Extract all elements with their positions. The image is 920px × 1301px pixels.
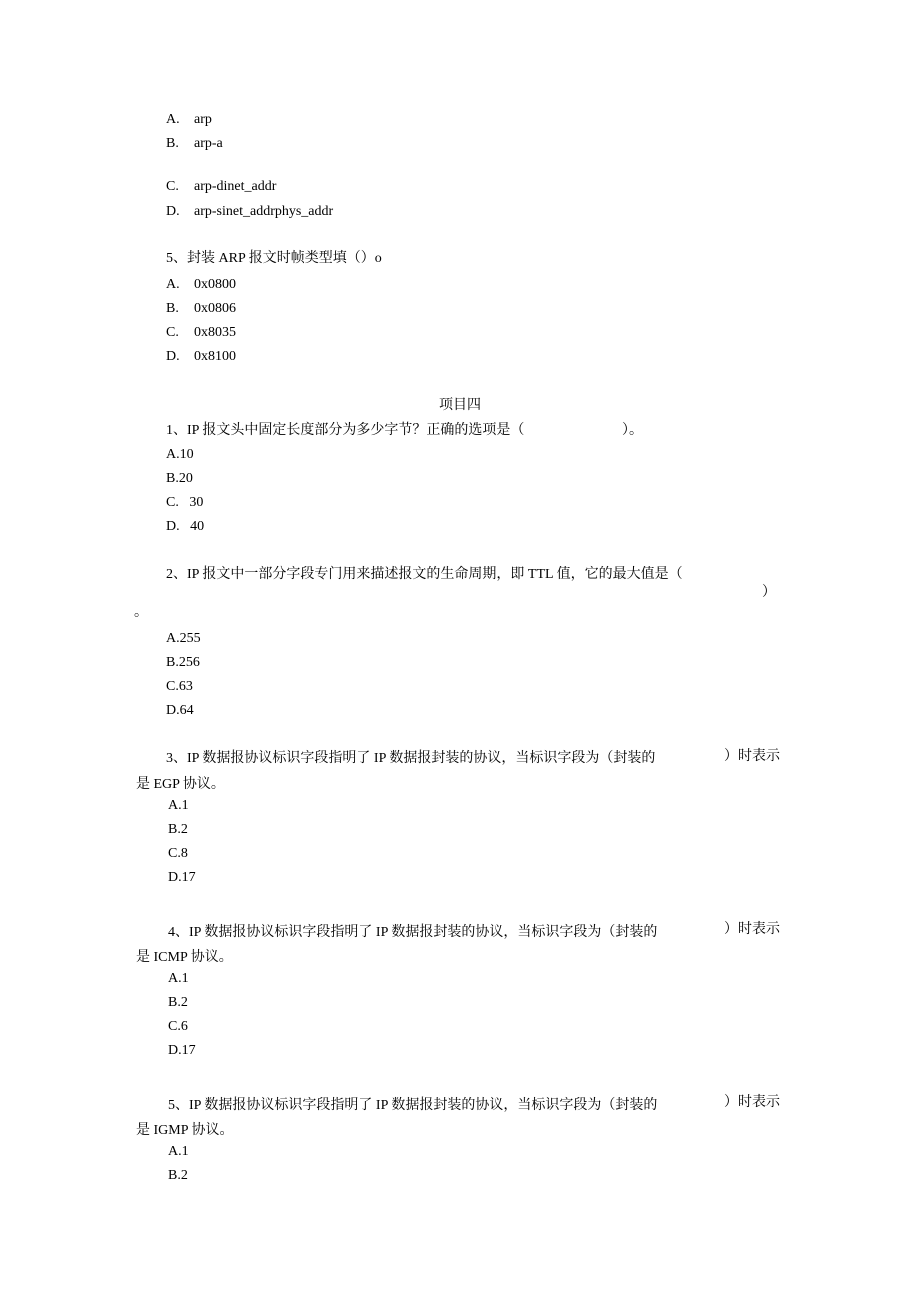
option-b: B.2 <box>168 1168 188 1183</box>
option-a: A.255 <box>166 631 201 646</box>
p4-question-3-line1: 3、IP 数据报协议标识字段指明了 IP 数据报封装的协议，当标识字段为（封装的 <box>166 751 656 766</box>
option-b: B.20 <box>166 471 193 486</box>
option-b: B. 0x0806 <box>166 301 236 316</box>
option-a: A.10 <box>166 447 194 462</box>
option-c: C.63 <box>166 679 193 694</box>
option-c: C.6 <box>168 1019 188 1034</box>
p4-question-5-line2: 是 IGMP 协议。 <box>136 1123 234 1138</box>
p4-question-2-text: 2、IP 报文中一部分字段专门用来描述报文的生命周期，即 TTL 值，它的最大值是（ <box>166 567 683 582</box>
option-c: C.8 <box>168 846 188 861</box>
option-d: D.17 <box>168 1043 196 1058</box>
p4-question-3-right: ）时表示 <box>724 749 780 764</box>
p4-question-2-tail: 。 <box>134 605 148 620</box>
option-c: C. 30 <box>166 495 204 510</box>
option-c: C. arp-dinet_addr <box>166 179 277 194</box>
p4-question-1-text: 1、IP 报文头中固定长度部分为多少字节？正确的选项是（ <box>166 423 525 438</box>
section-title: 项目四 <box>439 398 481 413</box>
p4-question-3-line2: 是 EGP 协议。 <box>136 777 225 792</box>
option-d: D.64 <box>166 703 194 718</box>
option-a: A.1 <box>168 798 189 813</box>
option-d: D. 0x8100 <box>166 349 236 364</box>
p4-question-5-line1: 5、IP 数据报协议标识字段指明了 IP 数据报封装的协议，当标识字段为（封装的 <box>168 1098 658 1113</box>
option-b: B. arp-a <box>166 136 223 151</box>
p4-question-4-right: ）时表示 <box>724 922 780 937</box>
option-c: C. 0x8035 <box>166 325 236 340</box>
option-d: D. 40 <box>166 519 205 534</box>
p4-question-2-close: ） <box>762 585 776 600</box>
p4-question-5-right: ）时表示 <box>724 1095 780 1110</box>
p4-question-1-close: ）。 <box>622 423 643 438</box>
question-5-text: 5、封装 ARP 报文时帧类型填（）o <box>166 251 382 266</box>
option-b: B.2 <box>168 995 188 1010</box>
option-b: B.256 <box>166 655 200 670</box>
option-a: A.1 <box>168 1144 189 1159</box>
option-a: A. arp <box>166 112 212 127</box>
option-a: A. 0x0800 <box>166 277 236 292</box>
option-d: D. arp-sinet_addrphys_addr <box>166 204 334 219</box>
option-b: B.2 <box>168 822 188 837</box>
option-a: A.1 <box>168 971 189 986</box>
p4-question-4-line1: 4、IP 数据报协议标识字段指明了 IP 数据报封装的协议，当标识字段为（封装的 <box>168 925 658 940</box>
p4-question-4-line2: 是 ICMP 协议。 <box>136 950 233 965</box>
option-d: D.17 <box>168 870 196 885</box>
